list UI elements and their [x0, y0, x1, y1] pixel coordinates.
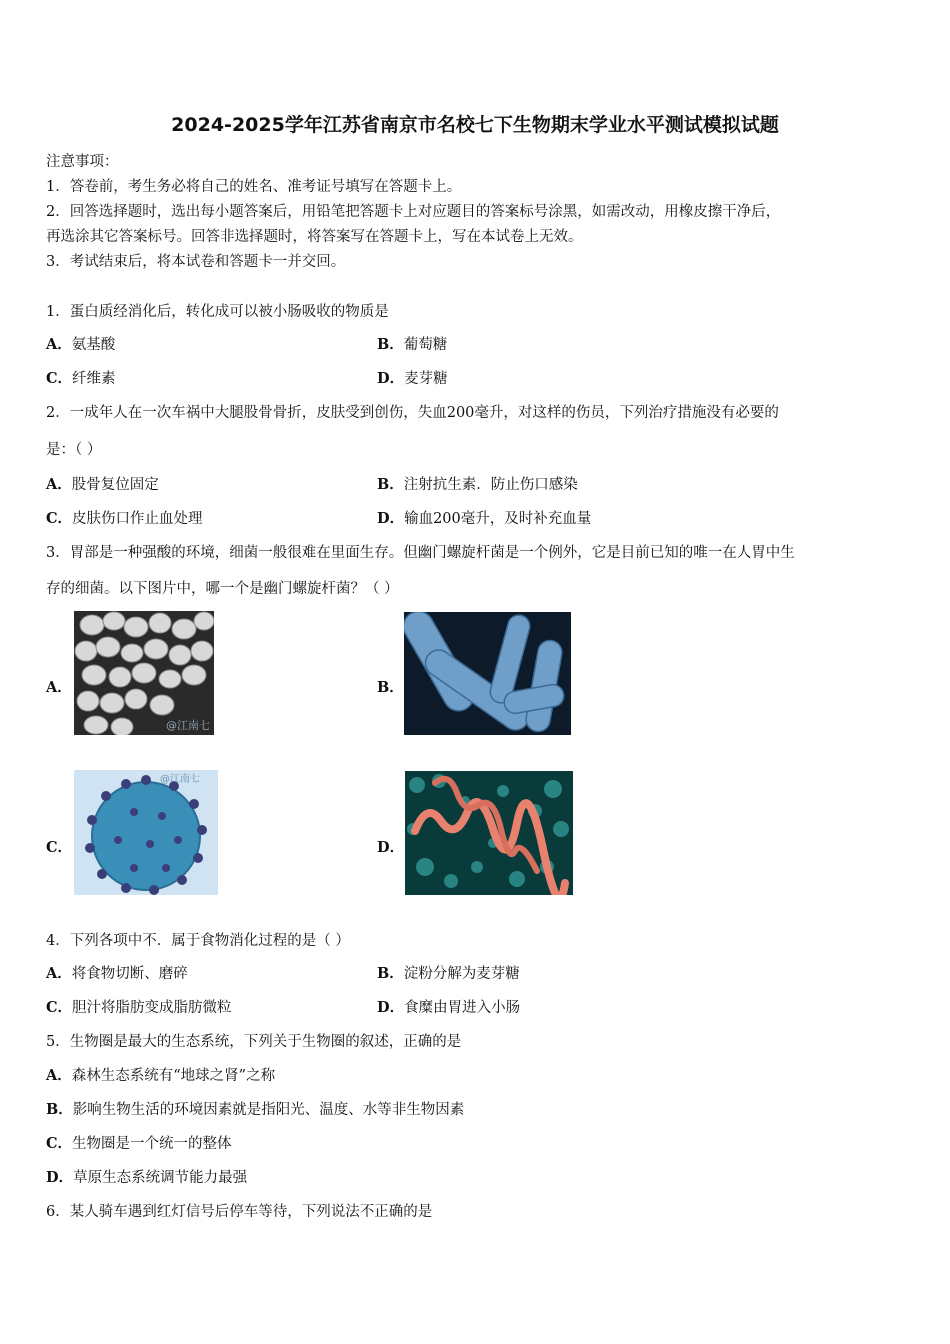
q2-option-a[interactable]: A．股骨复位固定 [46, 476, 159, 493]
q3-option-c-label[interactable]: C． [46, 839, 73, 856]
q1-option-a[interactable]: A．氨基酸 [46, 336, 116, 353]
q2-option-c[interactable]: C．皮肤伤口作止血处理 [46, 510, 203, 527]
q3-option-b-label[interactable]: B． [377, 679, 404, 696]
q5-option-a[interactable]: A．森林生态系统有“地球之肾”之称 [46, 1067, 276, 1084]
q3-image-helicobacter[interactable] [405, 771, 573, 895]
q4-option-c[interactable]: C．胆汁将脂肪变成脂肪微粒 [46, 999, 232, 1016]
q2-option-d[interactable]: D．输血200毫升，及时补充血量 [377, 510, 592, 527]
q3-image-cocci[interactable] [74, 611, 214, 735]
q4-option-d[interactable]: D．食糜由胃进入小肠 [377, 999, 521, 1016]
q5-option-c[interactable]: C．生物圈是一个统一的整体 [46, 1135, 232, 1152]
q1-option-b[interactable]: B．葡萄糖 [377, 336, 448, 353]
cocci-micrograph [74, 611, 214, 735]
watermark-a: @江南七 [166, 719, 210, 732]
q4-stem: 4．下列各项中不．属于食物消化过程的是（ ） [46, 933, 350, 949]
rod-bacteria-micrograph [404, 612, 571, 735]
notes-item: 2．回答选择题时，选出每小题答案后，用铅笔把答题卡上对应题目的答案标号涂黑，如需改动，用橡皮擦干净后， [46, 204, 781, 220]
q5-option-d[interactable]: D．草原生态系统调节能力最强 [46, 1169, 248, 1186]
q2-stem-line2: 是：（ ） [46, 442, 102, 458]
q2-stem-line1: 2．一成年人在一次车祸中大腿股骨骨折，皮肤受到创伤，失血200毫升，对这样的伤员，下列治疗措施没有必要的 [46, 405, 779, 421]
q2-option-b[interactable]: B．注射抗生素．防止伤口感染 [377, 476, 578, 493]
page-title: 2024-2025学年江苏省南京市名校七下生物期末学业水平测试模拟试题 [171, 114, 779, 136]
q4-option-a[interactable]: A．将食物切断、磨碎 [46, 965, 188, 982]
q3-stem-line1: 3．胃部是一种强酸的环境，细菌一般很难在里面生存。但幽门螺旋杆菌是一个例外，它是目前已知的唯一在人胃中生 [46, 545, 795, 561]
watermark-c: @江南七 [160, 774, 200, 785]
q3-image-virus[interactable] [74, 770, 218, 895]
q3-stem-line2: 存的细菌。以下图片中，哪一个是幽门螺旋杆菌？（ ） [46, 581, 399, 597]
q3-option-a-label[interactable]: A． [46, 679, 72, 696]
notes-item: 再选涂其它答案标号。回答非选择题时，将答案写在答题卡上，写在本试卷上无效。 [46, 229, 583, 245]
notes-heading: 注意事项： [46, 154, 119, 170]
q3-image-rods[interactable] [404, 612, 571, 735]
q1-option-d[interactable]: D．麦芽糖 [377, 370, 448, 387]
helical-bacteria-micrograph [405, 771, 573, 895]
notes-item: 1．答卷前，考生务必将自己的姓名、准考证号填写在答题卡上。 [46, 179, 462, 195]
q4-option-b[interactable]: B．淀粉分解为麦芽糖 [377, 965, 520, 982]
q5-option-b[interactable]: B．影响生物生活的环境因素就是指阳光、温度、水等非生物因素 [46, 1101, 465, 1118]
q3-option-d-label[interactable]: D． [377, 839, 405, 856]
virus-illustration [74, 770, 218, 895]
q1-stem: 1．蛋白质经消化后，转化成可以被小肠吸收的物质是 [46, 304, 389, 320]
notes-item: 3．考试结束后，将本试卷和答题卡一并交回。 [46, 254, 346, 270]
q5-stem: 5．生物圈是最大的生态系统，下列关于生物圈的叙述，正确的是 [46, 1034, 462, 1050]
q1-option-c[interactable]: C．纤维素 [46, 370, 116, 387]
q6-stem: 6．某人骑车遇到红灯信号后停车等待，下列说法不正确的是 [46, 1204, 433, 1220]
